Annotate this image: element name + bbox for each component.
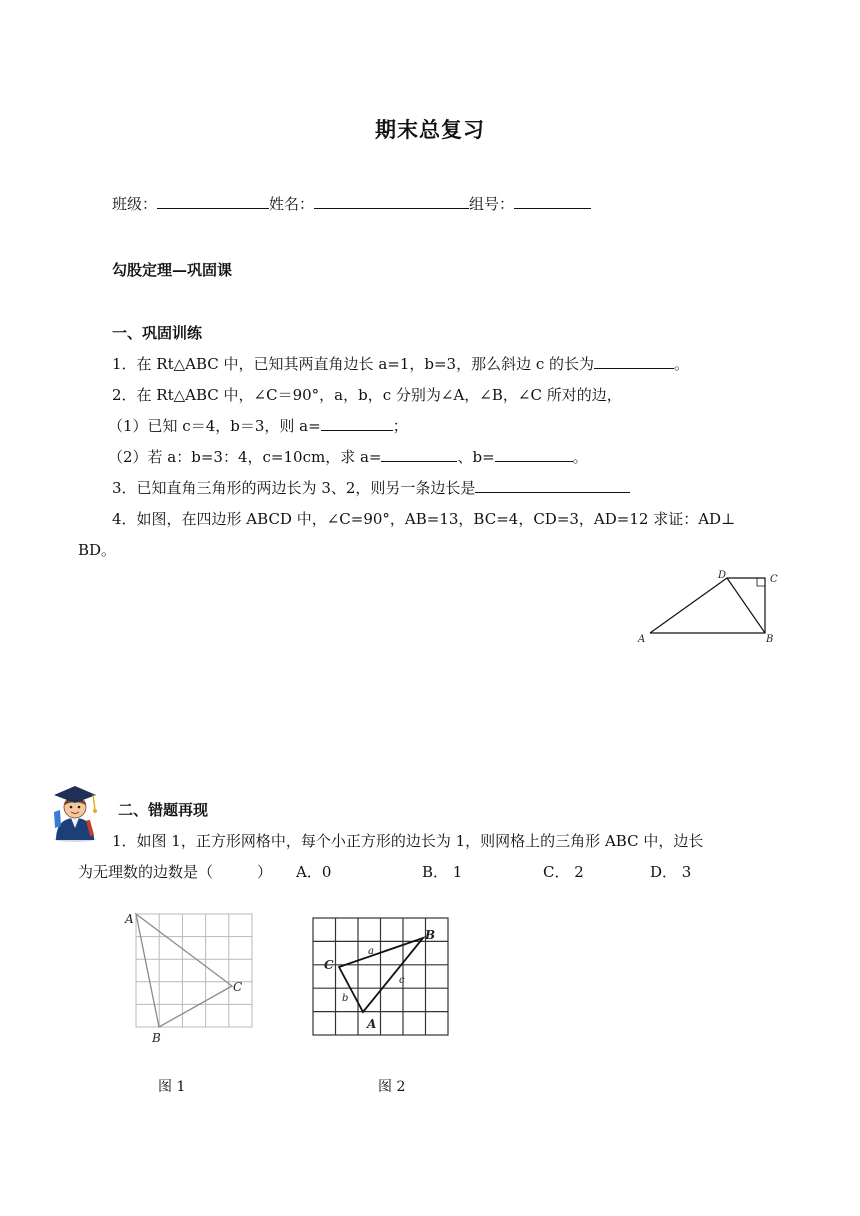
label-a: A — [638, 634, 646, 645]
name-label: 姓名： — [269, 195, 315, 213]
fig2-label-a: A — [367, 1017, 377, 1031]
fig2-label-b: B — [425, 928, 436, 942]
fig2-label-side-a: a — [368, 946, 374, 957]
page-title: 期末总复习 — [375, 117, 485, 142]
right-angle-mark — [757, 578, 765, 586]
figure-1-grid — [120, 900, 260, 1048]
question-1-4-line2: BD。 — [78, 541, 117, 559]
label-c: C — [770, 574, 778, 585]
q2-sub1-end: ； — [392, 417, 408, 435]
q2-sub2-text: （2）若 a：b=3：4，c=10cm，求 a= — [108, 448, 382, 466]
q1-end: 。 — [674, 355, 690, 373]
figure-2-caption: 图 2 — [378, 1079, 406, 1095]
option-d[interactable]: D． 3 — [650, 863, 692, 881]
question-1-3 — [112, 477, 630, 498]
fig1-label-a: A — [125, 912, 134, 926]
q1-answer-blank[interactable] — [594, 354, 674, 369]
name-field[interactable] — [314, 194, 469, 209]
class-field[interactable] — [157, 194, 269, 209]
q2-sub1-blank[interactable] — [321, 416, 393, 431]
q2-sub2-mid: 、b= — [457, 448, 495, 466]
fig1-label-b: B — [152, 1031, 161, 1045]
quad-outline — [650, 578, 765, 633]
question-1-2-sub2 — [108, 446, 588, 467]
fig2-label-side-b: b — [342, 993, 349, 1004]
question-2-1-line1: 1．如图 1，正方形网格中，每个小正方形的边长为 1，则网格上的三角形 ABC 中，边长 — [112, 832, 704, 850]
q2-sub2-end: 。 — [572, 448, 588, 466]
q2-sub2-blank-a[interactable] — [381, 447, 457, 462]
q3-text: 3．已知直角三角形的两边长为 3、2，则另一条边长是 — [112, 479, 476, 497]
fig2-label-c: C — [324, 958, 334, 972]
section2-heading: 二、错题再现 — [118, 801, 209, 819]
fig2-label-side-c: c — [399, 975, 405, 986]
figure-1-caption: 图 1 — [158, 1079, 186, 1095]
group-field[interactable] — [514, 194, 591, 209]
label-b: B — [766, 634, 774, 645]
class-label: 班级： — [112, 195, 158, 213]
q1-text: 1．在 Rt△ABC 中，已知其两直角边长 a=1，b=3，那么斜边 c 的长为 — [112, 355, 595, 373]
option-c[interactable]: C． 2 — [543, 863, 584, 881]
figure-2-grid — [305, 908, 455, 1038]
q2-sub1-text: （1）已知 c＝4，b＝3，则 a= — [108, 417, 321, 435]
q2-sub2-blank-b[interactable] — [495, 447, 573, 462]
lesson-title: 勾股定理—巩固课 — [112, 261, 233, 279]
q2-1-text: 为无理数的边数是（ — [78, 863, 214, 881]
question-1-2: 2．在 Rt△ABC 中，∠C＝90°，a，b，c 分别为∠A，∠B，∠C 所对的边， — [112, 386, 622, 404]
fig1-label-c: C — [233, 980, 243, 994]
q3-answer-blank[interactable] — [475, 478, 630, 493]
option-b[interactable]: B． 1 — [422, 863, 463, 881]
question-1-4-line1: 4．如图，在四边形 ABCD 中，∠C=90°，AB=13，BC=4，CD=3，AD=12 求证：AD⊥ — [112, 510, 736, 528]
label-d: D — [718, 570, 727, 581]
student-info-line — [112, 193, 591, 214]
fig1-triangle — [136, 914, 232, 1027]
group-label: 组号： — [469, 195, 515, 213]
question-2-1-line2 — [78, 861, 272, 882]
scholar-mascot-icon — [46, 782, 104, 842]
question-1-2-sub1 — [108, 415, 408, 436]
section1-heading: 一、巩固训练 — [112, 324, 203, 342]
quadrilateral-figure — [630, 566, 780, 648]
question-1-1 — [112, 353, 689, 374]
q2-1-close: ） — [257, 863, 273, 881]
fig1-grid-lines — [136, 914, 252, 1027]
option-a[interactable]: A．0 — [296, 863, 332, 881]
